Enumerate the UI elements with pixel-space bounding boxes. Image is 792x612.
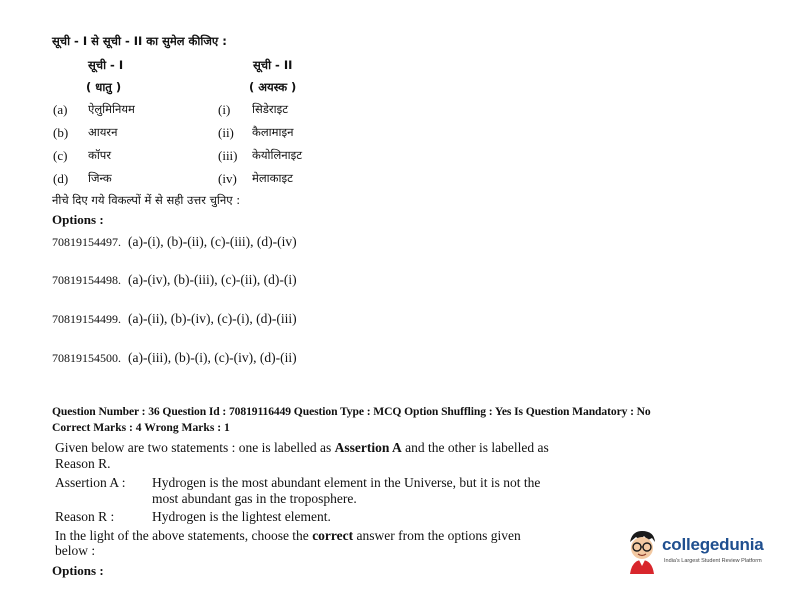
row-c-label: (c) — [53, 148, 68, 163]
option-row[interactable] — [52, 310, 297, 328]
intro-part: Given below are two statements : one is labelled as — [55, 440, 335, 455]
row-d-metal: जिन्क — [88, 171, 112, 185]
row-c-ore: केयोलिनाइट — [252, 148, 303, 162]
row-d-ore: मेलाकाइट — [252, 171, 293, 185]
instruction-part: answer from the options given — [353, 528, 521, 543]
row-d-roman: (iv) — [218, 171, 237, 186]
options-label-q36: Options : — [52, 563, 104, 578]
option-text: (a)-(i), (b)-(ii), (c)-(iii), (d)-(iv) — [128, 234, 297, 249]
question-meta: Question Number : 36 Question Id : 70819116449 Question Type : MCQ Option Shuffling : Yes Is Question Mandatory : No — [52, 405, 651, 418]
row-a-roman: (i) — [218, 102, 231, 117]
row-b-roman: (ii) — [218, 125, 234, 140]
option-id: 70819154498. — [52, 273, 121, 287]
row-c-roman: (iii) — [218, 148, 238, 163]
assertion-text: Hydrogen is the most abundant element in the Universe, but it is not the — [152, 475, 541, 490]
correct-term: correct — [312, 528, 354, 543]
option-row[interactable] — [52, 271, 297, 289]
option-id: 70819154500. — [52, 351, 121, 365]
row-b-metal: आयरन — [88, 125, 118, 139]
statement-intro — [55, 440, 549, 456]
reason-label: Reason R : — [55, 509, 115, 524]
row-b-label: (b) — [53, 125, 69, 140]
option-id: 70819154497. — [52, 235, 121, 249]
reason-text: Hydrogen is the lightest element. — [152, 509, 331, 524]
option-text: (a)-(iii), (b)-(i), (c)-(iv), (d)-(ii) — [128, 350, 297, 365]
collegedunia-logo — [624, 526, 774, 582]
mascot-icon — [624, 528, 662, 576]
assertion-text-line2: most abundant gas in the troposphere. — [152, 491, 357, 506]
list2-subheader: ( अयस्क ) — [249, 80, 297, 94]
brand-tagline: India's Largest Student Review Platform — [664, 558, 762, 564]
options-label: Options : — [52, 212, 104, 227]
row-a-ore: सिडेराइट — [252, 102, 289, 116]
instruction-part: In the light of the above statements, choose the — [55, 528, 313, 543]
option-text: (a)-(ii), (b)-(iv), (c)-(i), (d)-(iii) — [128, 311, 297, 326]
row-a-metal: ऐलुमिनियम — [88, 102, 135, 116]
option-row[interactable] — [52, 349, 297, 367]
match-instruction: सूची - I से सूची - II का सुमेल कीजिए : — [52, 34, 227, 48]
option-id: 70819154499. — [52, 312, 121, 326]
row-c-metal: कॉपर — [88, 148, 112, 162]
option-text: (a)-(iv), (b)-(iii), (c)-(ii), (d)-(i) — [128, 272, 297, 287]
row-b-ore: कैलामाइन — [252, 125, 294, 139]
assertion-term: Assertion A — [334, 440, 402, 455]
instruction-line2: below : — [55, 543, 96, 558]
row-a-label: (a) — [53, 102, 68, 117]
choose-instruction: नीचे दिए गये विकल्पों में से सही उत्तर चुनिए : — [52, 193, 241, 207]
statement-intro-line2: Reason R. — [55, 456, 111, 471]
option-row[interactable] — [52, 233, 297, 251]
instruction-line — [55, 528, 521, 544]
brand-name: collegedunia — [662, 535, 764, 554]
assertion-label: Assertion A : — [55, 475, 126, 490]
intro-part: and the other is labelled as — [401, 440, 549, 455]
list1-subheader: ( धातु ) — [86, 80, 122, 94]
list2-header: सूची - II — [253, 58, 293, 72]
list1-header: सूची - I — [88, 58, 124, 72]
row-d-label: (d) — [53, 171, 69, 186]
question-marks: Correct Marks : 4 Wrong Marks : 1 — [52, 421, 230, 434]
